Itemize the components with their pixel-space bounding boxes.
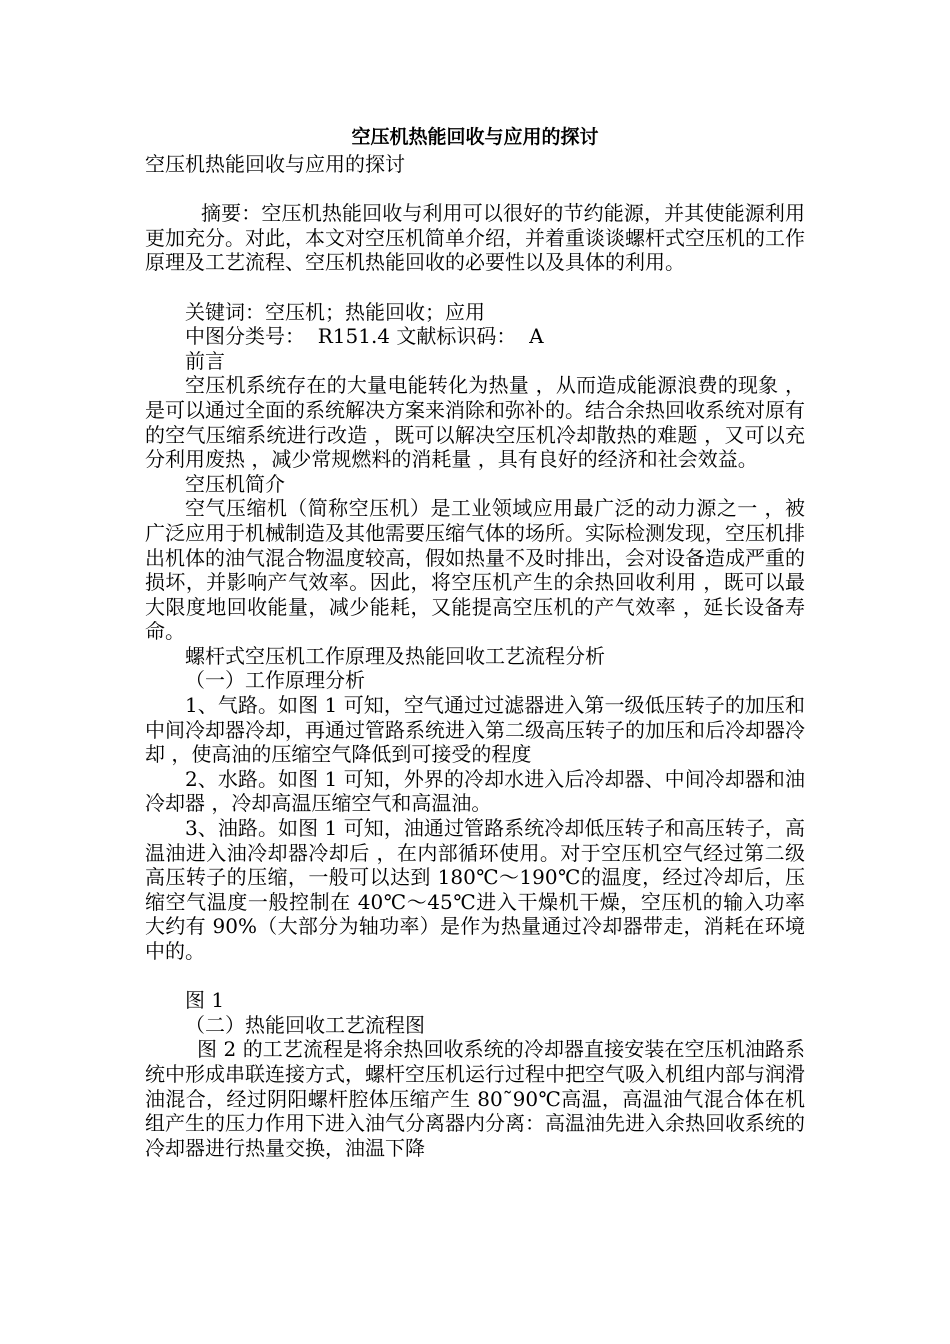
abstract-paragraph: 摘要：空压机热能回收与利用可以很好的节约能源，并其使能源利用更加充分。对此，本文对空压机简单介绍，并着重谈谈螺杆式空压机的工作原理及工艺流程、空压机热能回收的必要性以及具体的利用。: [145, 201, 805, 275]
document-page: [145, 122, 805, 1160]
subsection-heading-principle: （一）工作原理分析: [185, 668, 365, 693]
list-item-oil-path: 3、油路。如图 1 可知，油通过管路系统冷却低压转子和高压转子，高温油进入油冷却器冷却后 ，在内部循环使用。对于空压机空气经过第二级高压转子的压缩，一般可以达到 180℃～190℃的温度，经过冷却后，压缩空气温度一般控制在 40℃～45℃进入干燥机干燥，空压机的输入功率大约有 90%（大部分为轴功率）是作为热量通过冷却器带走，消耗在环境中的。: [145, 816, 805, 963]
spacer: [145, 275, 805, 300]
list-item-air-path: 1、气路。如图 1 可知，空气通过过滤器进入第一级低压转子的加压和中间冷却器冷却，再通过管路系统进入第二级高压转子的加压和后冷却器冷却 ，使高油的压缩空气降低到可接受的程度: [145, 693, 805, 767]
section-heading-preface: 前言: [185, 348, 225, 373]
document-subtitle: 空压机热能回收与应用的探讨: [145, 152, 405, 176]
figure-1-caption: 图 1: [185, 988, 225, 1013]
keywords-line: 关键词：空压机；热能回收；应用: [185, 299, 485, 324]
section-heading-intro: 空压机简介: [185, 471, 285, 496]
intro-paragraph: 空气压缩机（简称空压机）是工业领域应用最广泛的动力源之一 ，被广泛应用于机械制造及其他需要压缩气体的场所。实际检测发现，空压机排出机体的油气混合物温度较高，假如热量不及时排出，会对设备造成严重的损坏，并影响产气效率。因此，将空压机产生的余热回收利用 ，既可以最大限度地回收能量，减少能耗，又能提高空压机的产气效率 ，延长设备寿命。: [145, 496, 805, 644]
document-title: 空压机热能回收与应用的探讨: [351, 126, 599, 148]
preface-paragraph: 空压机系统存在的大量电能转化为热量 ，从而造成能源浪费的现象 ，是可以通过全面的系统解决方案来消除和弥补的。结合余热回收系统对原有的空气压缩系统进行改造 ，既可以解决空压机冷却散热的难题 ，又可以充分利用废热 ，减少常规燃料的消耗量 ，具有良好的经济和社会效益。: [145, 373, 805, 472]
spacer: [145, 964, 805, 989]
list-item-water-path: 2、水路。如图 1 可知，外界的冷却水进入后冷却器、中间冷却器和油冷却器 ，冷却高温压缩空气和高温油。: [145, 766, 805, 816]
flow-paragraph: 图 2 的工艺流程是将余热回收系统的冷却器直接安装在空压机油路系统中形成串联连接方式，螺杆空压机运行过程中把空气吸入机组内部与润滑油混合，经过阴阳螺杆腔体压缩产生 80˜90℃高温，高温油气混合体在机组产生的压力作用下进入油气分离器内分离：高温油先进入余热回收系统的冷却器进行热量交换，油温下降: [145, 1037, 805, 1160]
classification-line: 中图分类号： R151.4 文献标识码： A: [185, 324, 544, 349]
section-heading-analysis: 螺杆式空压机工作原理及热能回收工艺流程分析: [185, 643, 605, 668]
spacer: [145, 177, 805, 202]
subsection-heading-flow: （二）热能回收工艺流程图: [185, 1012, 425, 1037]
